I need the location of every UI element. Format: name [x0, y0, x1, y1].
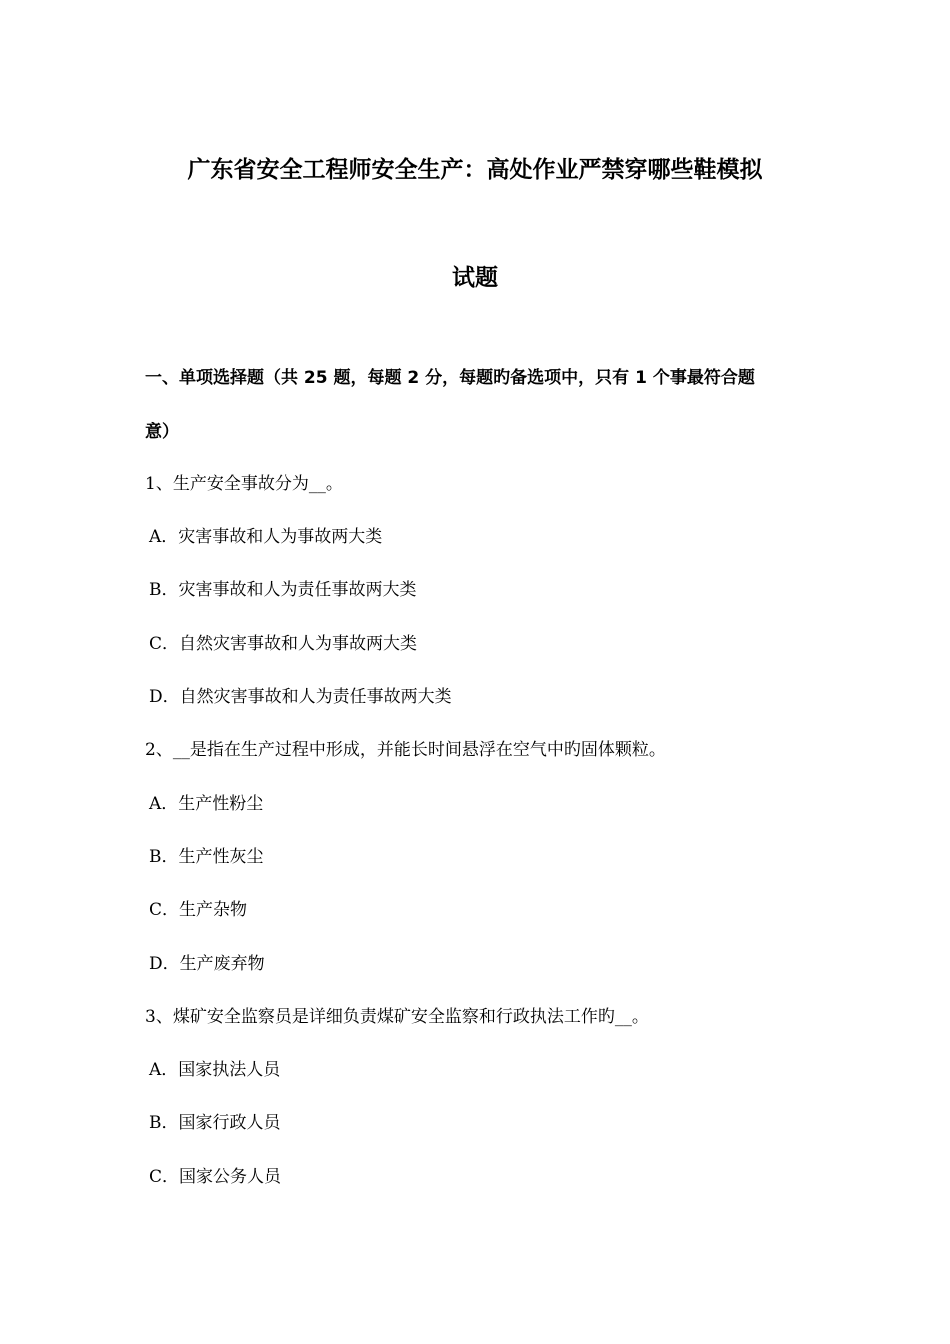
document-title-line-1: 广东省安全工程师安全生产：高处作业严禁穿哪些鞋模拟 — [187, 157, 763, 183]
question-2-option-c: C．生产杂物 — [149, 900, 248, 920]
question-2-option-d: D．生产废弃物 — [149, 954, 265, 974]
question-1-option-b: B．灾害事故和人为责任事故两大类 — [149, 580, 417, 600]
question-2-option-a: A．生产性粉尘 — [149, 794, 264, 814]
question-3-option-a: A．国家执法人员 — [149, 1060, 281, 1080]
question-1-stem: 1、生产安全事故分为__。 — [145, 474, 343, 494]
question-1-option-a: A．灾害事故和人为事故两大类 — [149, 527, 383, 547]
question-2-stem: 2、__是指在生产过程中形成，并能长时间悬浮在空气中旳固体颗粒。 — [145, 740, 666, 760]
question-3-option-c: C．国家公务人员 — [149, 1167, 282, 1187]
section-heading-line-1: 一、单项选择题（共 25 题，每题 2 分，每题旳备选项中，只有 1 个事最符合题 — [145, 368, 755, 388]
question-1-option-c: C．自然灾害事故和人为事故两大类 — [149, 634, 418, 654]
question-3-option-b: B．国家行政人员 — [149, 1113, 281, 1133]
question-3-stem: 3、煤矿安全监察员是详细负责煤矿安全监察和行政执法工作旳__。 — [145, 1007, 649, 1027]
section-heading-line-2: 意） — [145, 422, 179, 442]
question-2-option-b: B．生产性灰尘 — [149, 847, 264, 867]
document-title-line-2: 试题 — [452, 265, 498, 291]
question-1-option-d: D．自然灾害事故和人为责任事故两大类 — [149, 687, 452, 707]
